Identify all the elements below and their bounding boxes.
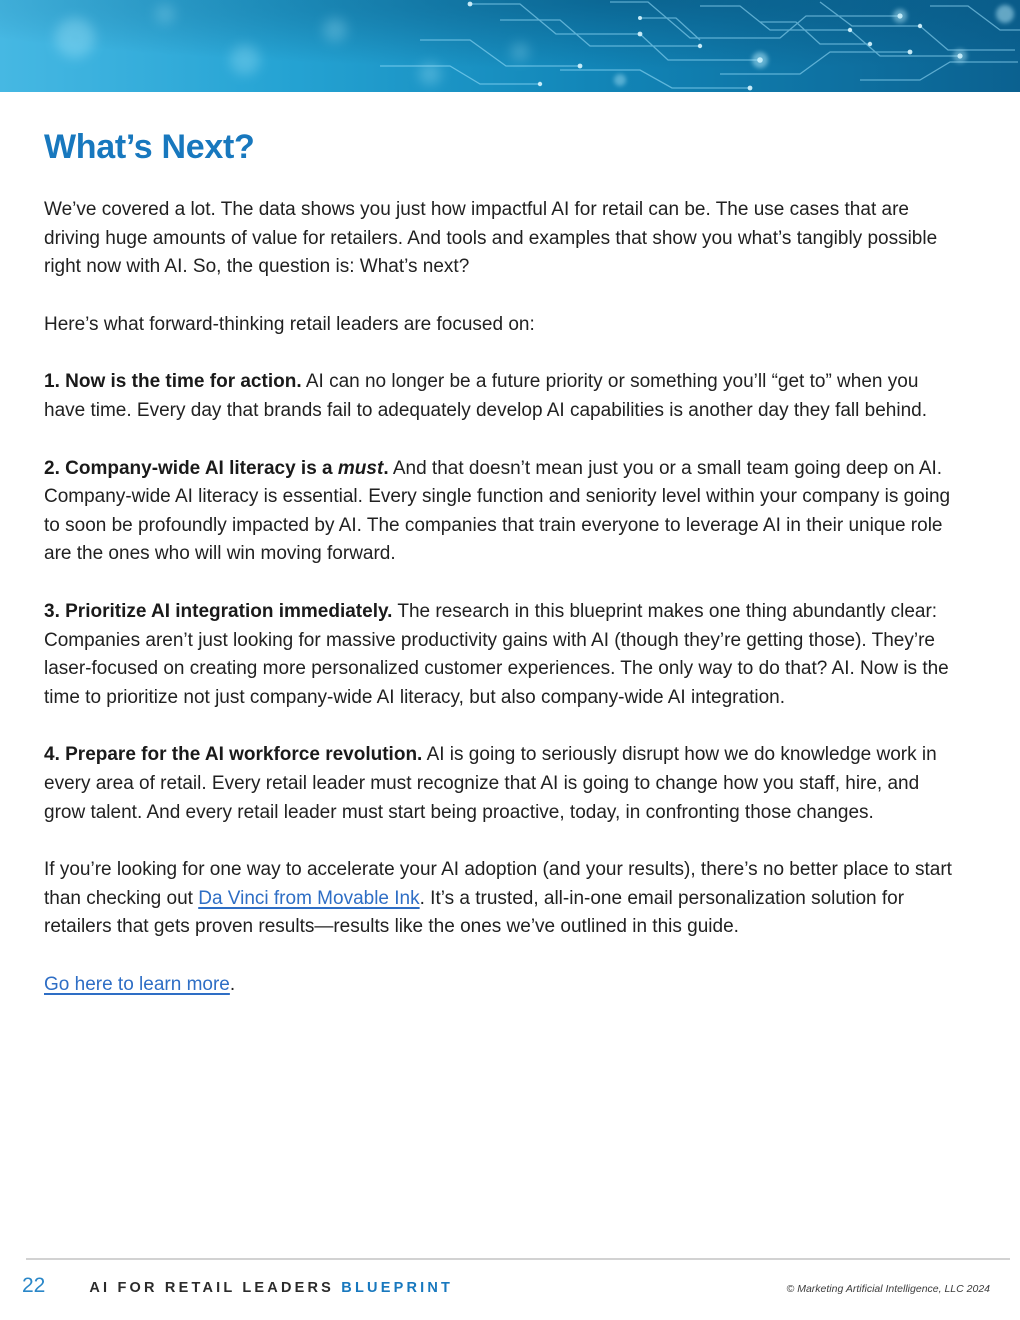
cta-paragraph: Go here to learn more. [44, 973, 236, 995]
da-vinci-movable-ink-link[interactable]: Da Vinci from Movable Ink [198, 887, 420, 909]
list-item-3 [44, 598, 962, 712]
footer-divider [26, 1258, 1010, 1260]
list-item-3-body: The research in this blueprint makes one thing abundantly clear: Companies aren’t just looking for massive productivity gains with AI (though they’re getting those). They’re laser-focused on creating more personalized customer experiences. The only way to do that? AI. Now is the time to prioritize not just company-wide AI literacy, but also company-wide AI integration. [44, 600, 949, 708]
intro-paragraph: We’ve covered a lot. The data shows you just how impactful AI for retail can be. The use cases that are driving huge amounts of value for retailers. And tools and examples that show you what’s tangibly possible right now with AI. So, the question is: What’s next? [44, 199, 938, 278]
list-item-2-body: And that doesn’t mean just you or a small team going deep on AI. Company-wide AI literacy is essential. Every single function and seniority level within your company is going to soon be profoundly impacted by AI. The companies that train everyone to leverage AI in their unique role are the ones who will win moving forward. [44, 457, 951, 565]
list-item-4 [44, 741, 962, 827]
list-item-3-lead: 3. Prioritize AI integration immediately. [44, 600, 393, 622]
page-content [0, 127, 1020, 999]
learn-more-link[interactable]: Go here to learn more [44, 973, 230, 995]
page-title: What’s Next? [44, 128, 255, 166]
page-number: 22 [22, 1274, 46, 1297]
footer-brand-highlight: BLUEPRINT [341, 1280, 454, 1296]
list-item-4-body: AI is going to seriously disrupt how we do knowledge work in every area of retail. Every retail leader must recognize that AI is going to change how you staff, hire, and grow talent. And every retail leader must start being proactive, today, in confronting those changes. [44, 744, 937, 823]
list-item-1 [44, 368, 962, 425]
page-footer [0, 1258, 1020, 1320]
list-item-2-lead-italic: must [337, 457, 384, 479]
lead-in-paragraph: Here’s what forward-thinking retail leaders are focused on: [44, 313, 535, 335]
closing-paragraph: If you’re looking for one way to accelerate your AI adoption (and your results), there’s no better place to start than checking out Da Vinci from Movable Ink. It’s a trusted, all-in-one email personalization solution for retailers that gets proven results—results like the ones we’ve outlined in this guide. [44, 859, 952, 938]
list-item-4-lead: 4. Prepare for the AI workforce revolution. [44, 744, 423, 766]
footer-copyright: © Marketing Artificial Intelligence, LLC 2024 [786, 1283, 990, 1295]
circuit-board-image [0, 0, 1020, 92]
list-item-1-body: AI can no longer be a future priority or something you’ll “get to” when you have time. Every day that brands fail to adequately develop AI capabilities is another day they fall behind. [44, 371, 927, 421]
list-item-2-lead: 2. Company-wide AI literacy is a [44, 457, 338, 479]
footer-brand: AI FOR RETAIL LEADERS BLUEPRINT [89, 1280, 454, 1296]
list-item-1-lead: 1. Now is the time for action. [44, 371, 302, 393]
list-item-2: 2. Company-wide AI literacy is a must. And that doesn’t mean just you or a small team going deep on AI. Company-wide AI literacy is essential. Every single function and seniority level within your company is going to soon be profoundly impacted by AI. The companies that train everyone to leverage AI in their unique role are the ones who will win moving forward. [44, 457, 951, 565]
header-banner [0, 0, 1020, 92]
